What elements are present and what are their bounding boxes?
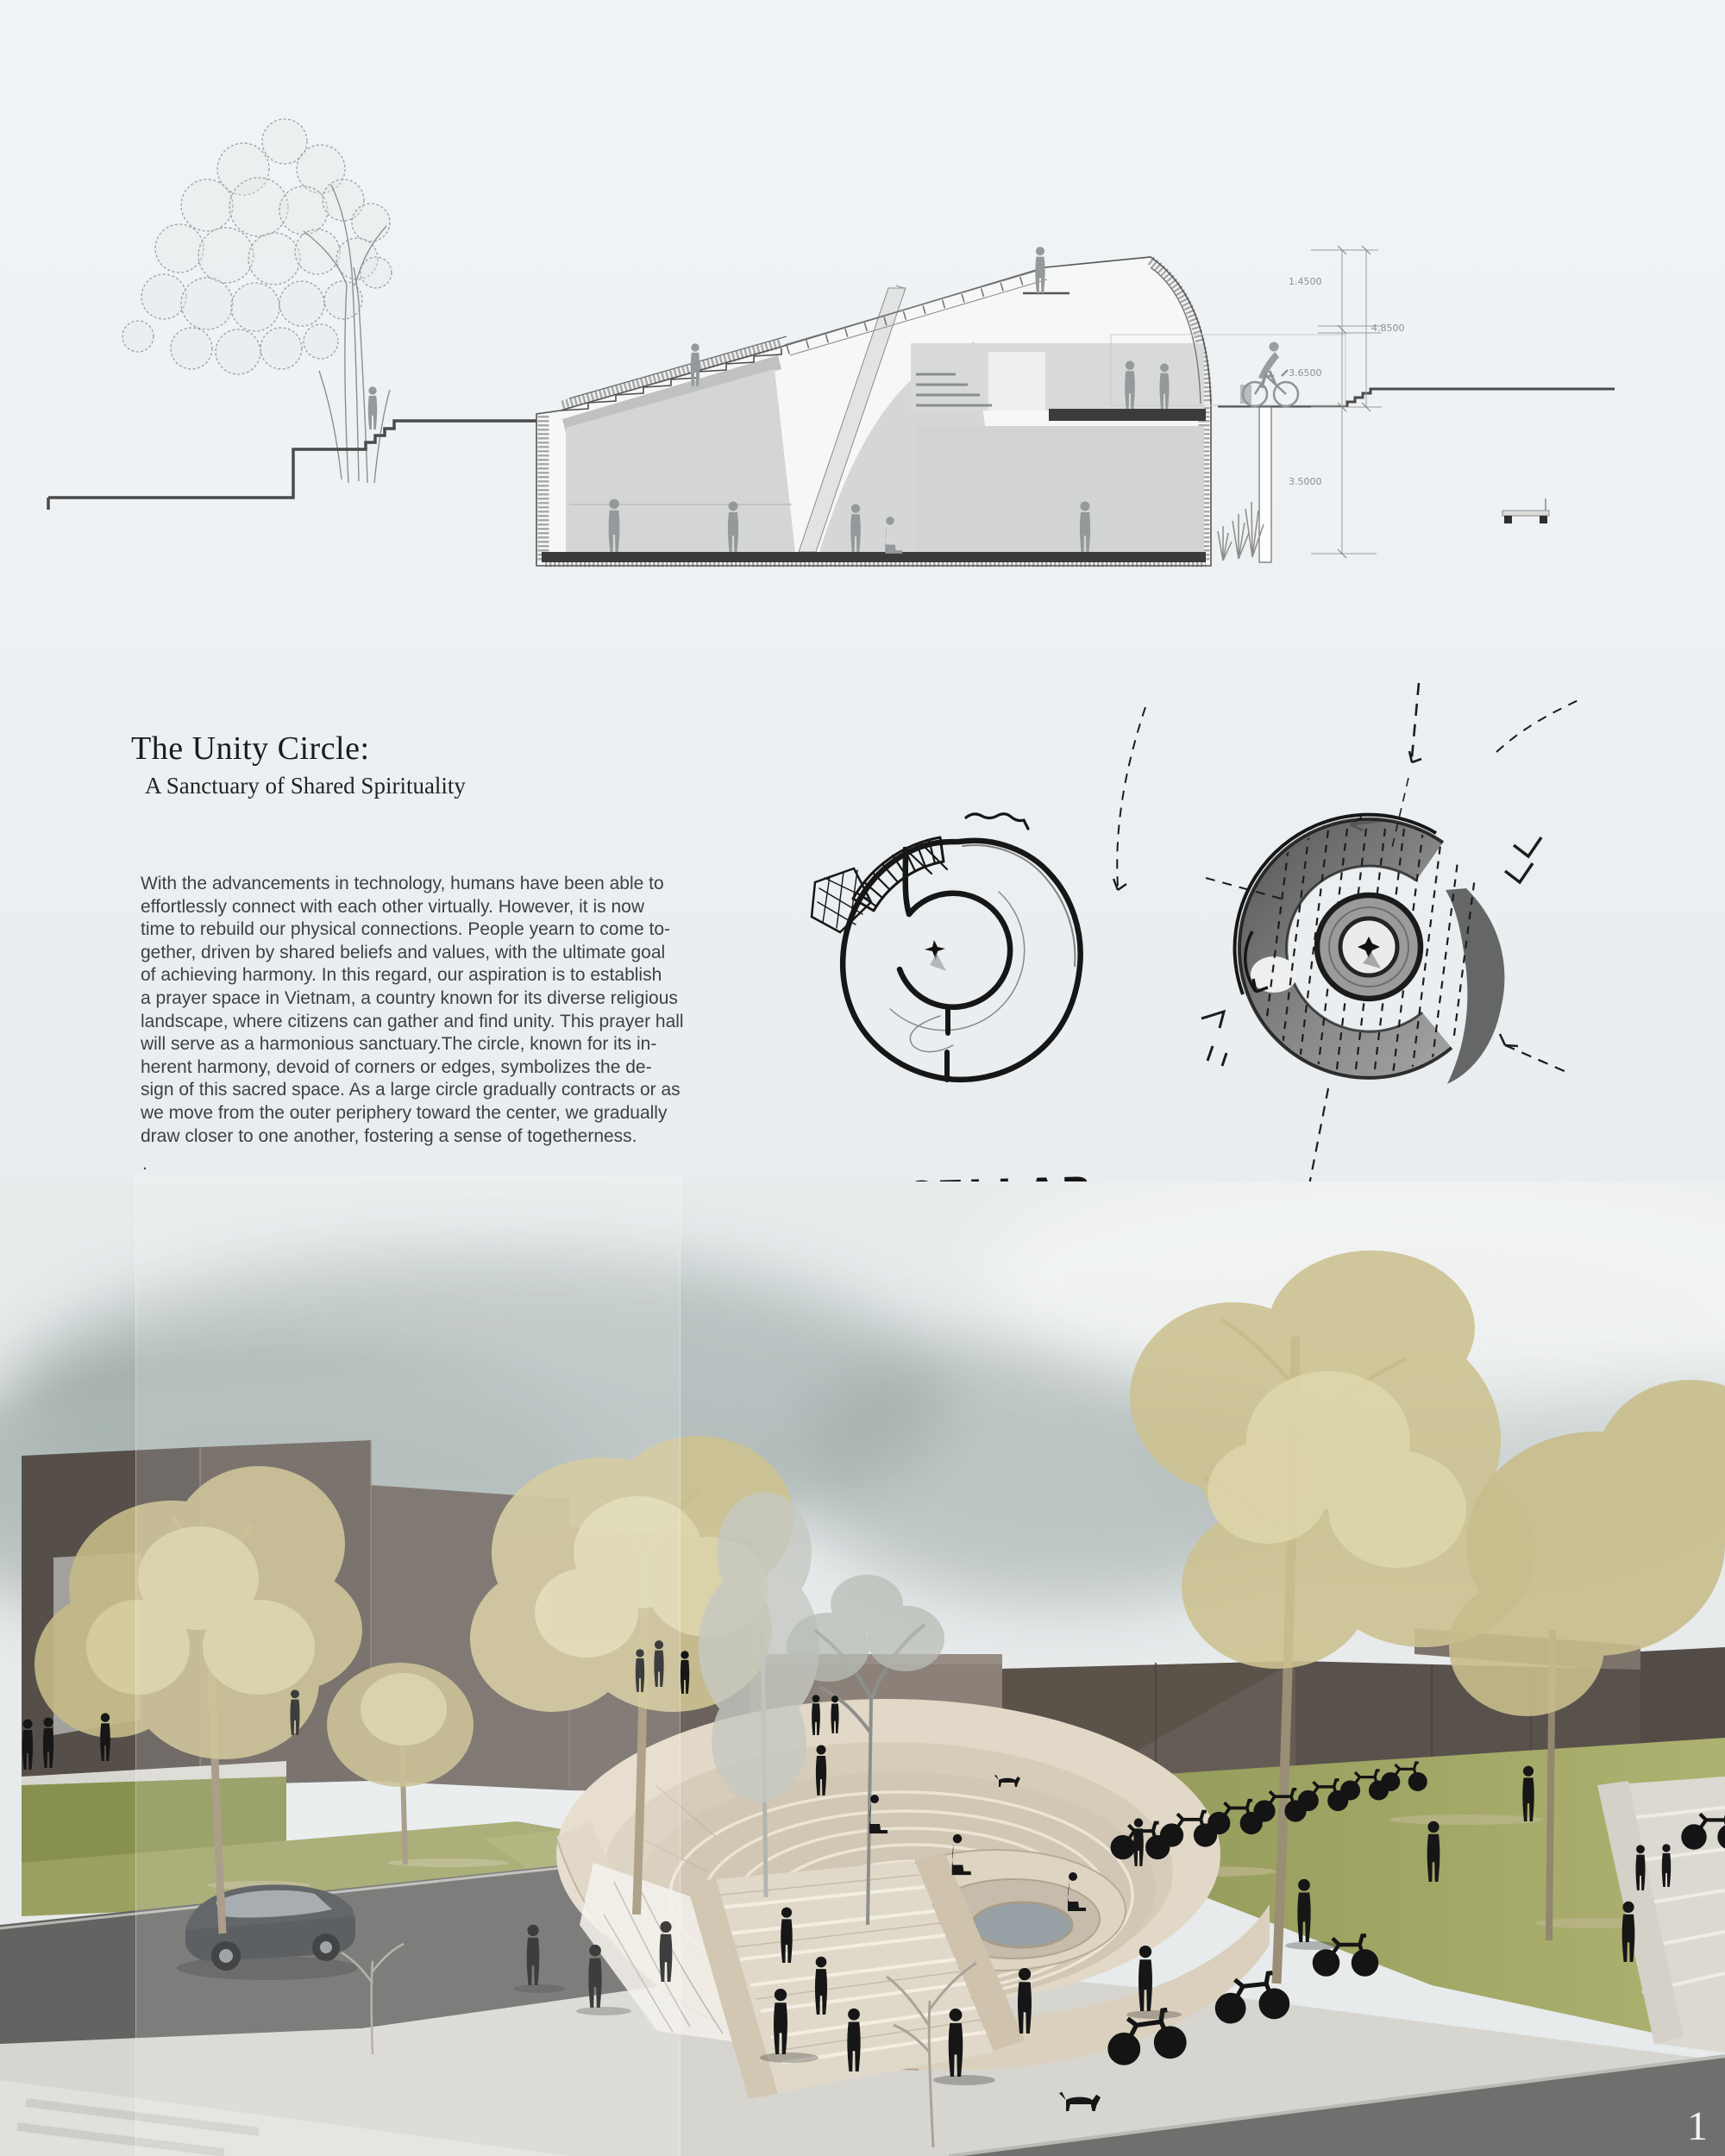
grass-tufts — [1218, 502, 1264, 561]
body-line: of achieving harmony. In this regard, our aspiration is to establish — [141, 965, 662, 986]
footnote-mark: . — [142, 1154, 147, 1174]
dim-label-1: 1.4500 — [1289, 276, 1322, 287]
dim-label-3: 3.6500 — [1289, 367, 1322, 379]
building-section — [536, 257, 1346, 566]
page-title: The Unity Circle: — [131, 730, 370, 767]
tree-sketch — [122, 119, 392, 374]
body-line: landscape, where citizens can gather and find unity. This prayer hall — [141, 1011, 684, 1031]
body-line: With the advancements in technology, humans have been able to — [141, 874, 664, 893]
section-drawing — [0, 0, 1725, 604]
body-line: draw closer to one another, fostering a sense of togetherness. — [141, 1125, 637, 1146]
cellar-plan-sketch — [812, 814, 1081, 1080]
body-line: will serve as a harmonious sanctuary.The circle, known for its in- — [141, 1034, 657, 1055]
body-paragraph — [141, 873, 710, 1148]
body-line: time to rebuild our physical connections. People yearn to come to- — [141, 919, 670, 940]
trench-wall — [1259, 407, 1271, 562]
grade-line-left — [48, 421, 536, 510]
body-line: gether, driven by shared beliefs and values, with the ultimate goal — [141, 942, 666, 962]
title-block — [131, 730, 466, 799]
body-line: we move from the outer periphery toward the center, we gradually — [141, 1102, 668, 1123]
body-line: effortlessly connect with each other virtually. However, it is now — [141, 896, 644, 917]
page-subtitle: A Sanctuary of Shared Spirituality — [145, 773, 466, 799]
dim-label-2: 4.8500 — [1371, 323, 1405, 334]
ground-plan-sketch — [1113, 683, 1582, 1194]
body-line: herent harmony, devoid of corners or edges, symbolizes the de- — [141, 1056, 652, 1077]
render-view — [0, 1181, 1725, 2156]
body-line: a prayer space in Vietnam, a country known for its diverse religious — [141, 987, 678, 1008]
body-line: sign of this sacred space. As a large circle gradually contracts or as — [141, 1080, 681, 1100]
dim-label-4: 3.5000 — [1289, 476, 1322, 487]
page-number: 1 — [1687, 2103, 1708, 2149]
concept-sketches — [776, 673, 1682, 1259]
bench — [1502, 498, 1549, 523]
